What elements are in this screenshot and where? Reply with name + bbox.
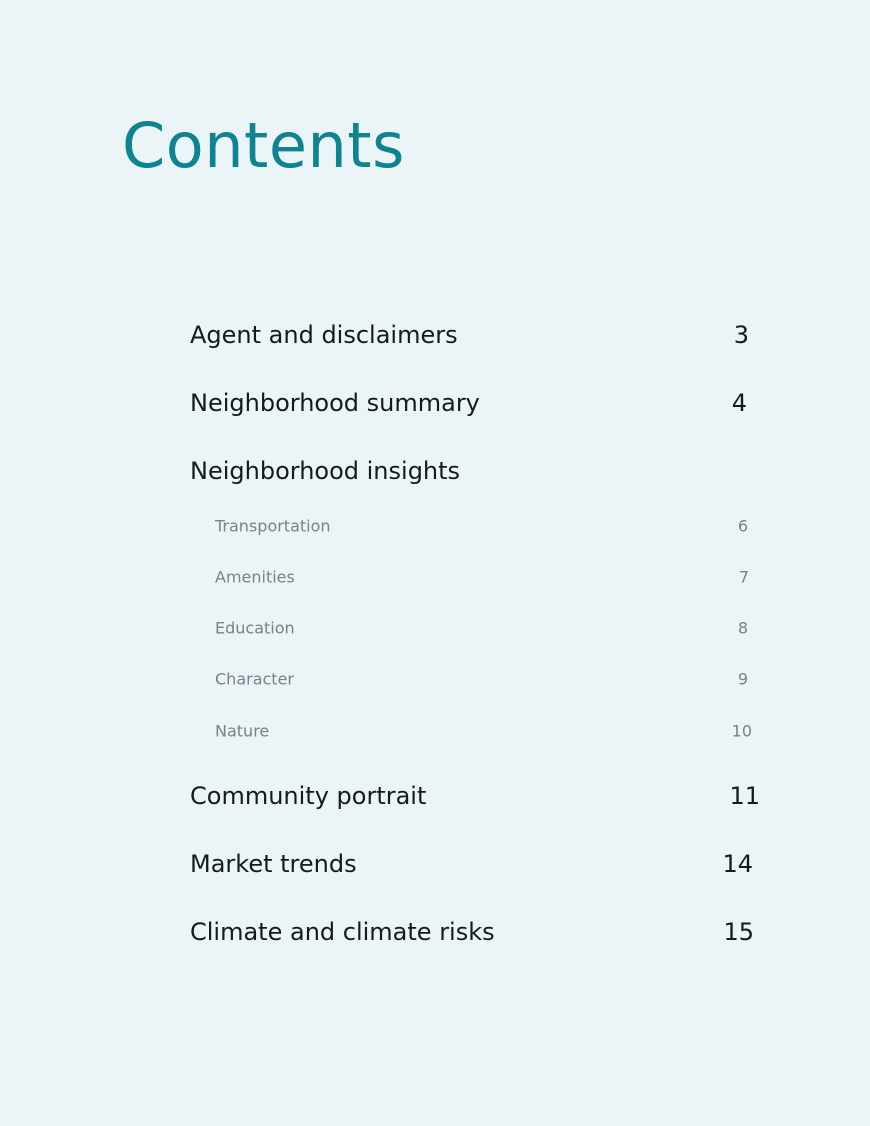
toc-entry-label: Neighborhood insights <box>190 457 461 485</box>
toc-subentry-page: 6 <box>737 516 748 536</box>
toc-subentry-page: 10 <box>731 721 752 741</box>
toc-subentry-page: 7 <box>738 567 749 587</box>
toc-entry-label: Climate and climate risks <box>190 918 495 946</box>
toc-entry-label: Market trends <box>190 850 357 878</box>
toc-entry-page: 14 <box>722 850 753 878</box>
toc-subentry-label: Amenities <box>215 567 295 587</box>
toc-entry-page: 4 <box>731 389 747 417</box>
toc-subentry-label: Education <box>215 618 295 638</box>
toc-subentry-label: Character <box>215 669 294 689</box>
toc-subentry-page: 8 <box>737 618 748 638</box>
toc-entry-label: Agent and disclaimers <box>190 321 458 349</box>
toc-subentry-page: 9 <box>737 669 748 689</box>
toc-subentry-label: Nature <box>215 721 270 741</box>
toc-entry-page: 3 <box>733 321 749 349</box>
toc-entry-label: Neighborhood summary <box>190 389 480 417</box>
toc-entry-page: 11 <box>729 782 760 810</box>
toc-entry-page: 15 <box>723 918 754 946</box>
toc-subentry-label: Transportation <box>215 516 331 536</box>
page-title: Contents <box>122 109 405 182</box>
toc-entry-label: Community portrait <box>190 782 427 810</box>
